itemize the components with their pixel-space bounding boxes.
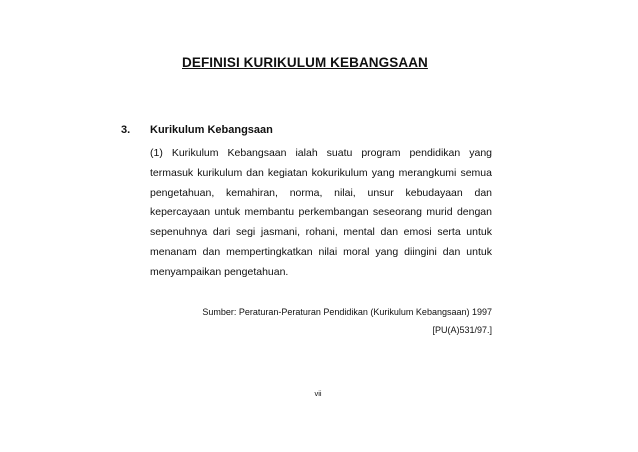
section-body	[150, 144, 492, 283]
source-citation: Sumber: Peraturan-Peraturan Pendidikan (Kurikulum Kebangsaan) 1997	[202, 307, 492, 317]
body-line: termasuk kurikulum dan kegiatan kokurikulum yang merangkumi semua	[150, 166, 492, 179]
body-line: menanam dan mempertingkatkan nilai moral yang diingini dan untuk	[150, 245, 492, 258]
page-number: vii	[314, 389, 322, 398]
body-line: sepenuhnya dari segi jasmani, rohani, mental dan emosi serta untuk	[150, 226, 492, 239]
body-line: menyampaikan pengetahuan.	[150, 265, 289, 278]
body-line: pengetahuan, kemahiran, norma, nilai, unsur kebudayaan dan	[150, 186, 492, 199]
section-number: 3.	[121, 124, 131, 136]
body-line: (1) Kurikulum Kebangsaan ialah suatu program pendidikan yang	[150, 147, 492, 159]
source-reference: [PU(A)531/97.]	[432, 325, 492, 335]
section-heading: Kurikulum Kebangsaan	[150, 124, 273, 136]
body-line: kepercayaan untuk membantu perkembangan seseorang murid dengan	[150, 206, 492, 219]
page-title: DEFINISI KURIKULUM KEBANGSAAN	[182, 55, 428, 70]
